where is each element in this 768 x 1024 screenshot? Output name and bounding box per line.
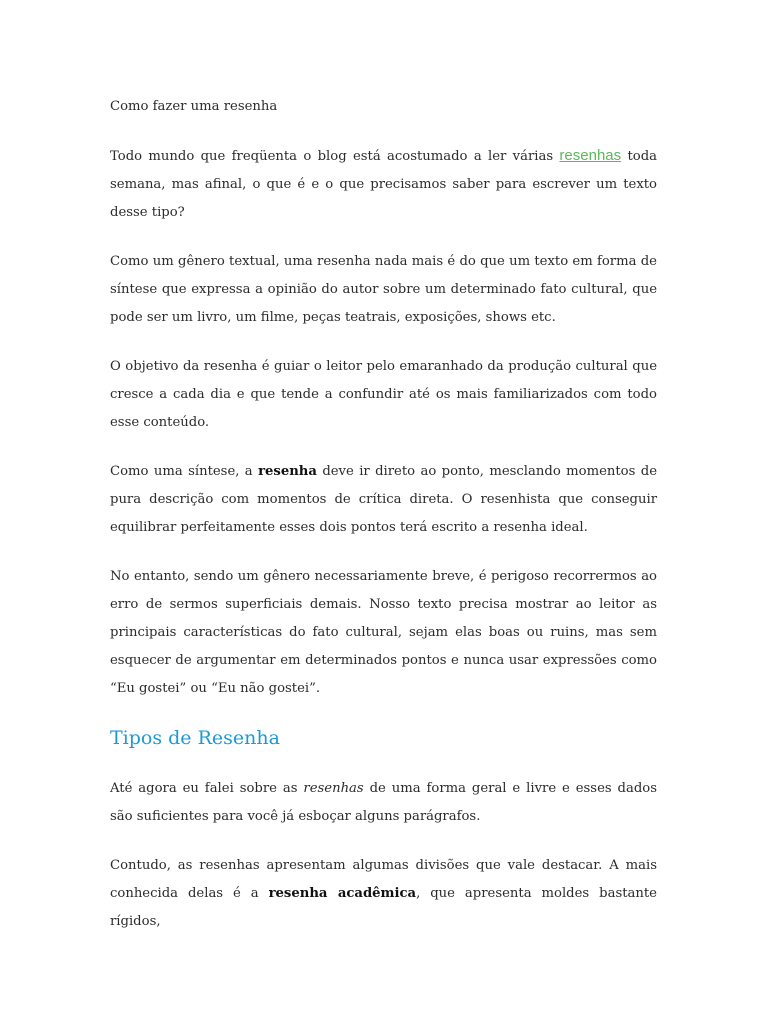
paragraph-1-text-b: toda semana, mas afinal, o que é e o que precisamos saber para escrever um texto desse tipo? — [110, 149, 657, 220]
paragraph-4-text-a: Como uma síntese, a — [110, 464, 259, 479]
paragraph-3: O objetivo da resenha é guiar o leitor pelo emaranhado da produção cultural que cresce a cada dia e que tende a confundir até os mais familiarizados com todo esse conteúdo. — [110, 359, 657, 430]
section-heading: Tipos de Resenha — [110, 727, 280, 749]
paragraph-1 — [110, 142, 657, 227]
paragraph-6 — [110, 775, 657, 831]
document-title: Como fazer uma resenha — [110, 99, 278, 114]
paragraph-2: Como um gênero textual, uma resenha nada mais é do que um texto em forma de síntese que expressa a opinião do autor sobre um determinado fato cultural, que pode ser um livro, um filme, peças teatrais, exposições, shows etc. — [110, 254, 657, 325]
document-body — [110, 93, 657, 957]
paragraph-4 — [110, 458, 657, 542]
paragraph-7-bold: resenha acadêmica — [268, 886, 417, 901]
paragraph-6-text-b: de uma forma geral e livre e esses dados são suficientes para você já esboçar alguns parágrafos. — [110, 781, 657, 824]
paragraph-7-text-b: , que apresenta moldes bastante rígidos, — [110, 886, 657, 929]
paragraph-4-bold: resenha — [258, 464, 317, 479]
paragraph-6-text-a: Até agora eu falei sobre as — [110, 781, 304, 796]
paragraph-4-text-b: deve ir direto ao ponto, mesclando momentos de pura descrição com momentos de crítica direta. O resenhista que conseguir equilibrar perfeitamente esses dois pontos terá escrito a resenha ideal. — [110, 464, 658, 535]
paragraph-7-text-a: Contudo, as resenhas apresentam algumas divisões que vale destacar. A mais conhecida delas é a — [110, 858, 657, 901]
paragraph-7 — [110, 852, 657, 936]
paragraph-1-text-a: Todo mundo que freqüenta o blog está acostumado a ler várias — [110, 149, 560, 164]
paragraph-6-italic: resenhas — [303, 781, 364, 796]
resenhas-link[interactable]: resenhas — [559, 147, 622, 164]
paragraph-5: No entanto, sendo um gênero necessariamente breve, é perigoso recorrermos ao erro de sermos superficiais demais. Nosso texto precisa mostrar ao leitor as principais características do fato cultural, sejam elas boas ou ruins, mas sem esquecer de argumentar em determinados pontos e nunca usar expressões como “Eu gostei” ou “Eu não gostei”. — [110, 569, 657, 696]
